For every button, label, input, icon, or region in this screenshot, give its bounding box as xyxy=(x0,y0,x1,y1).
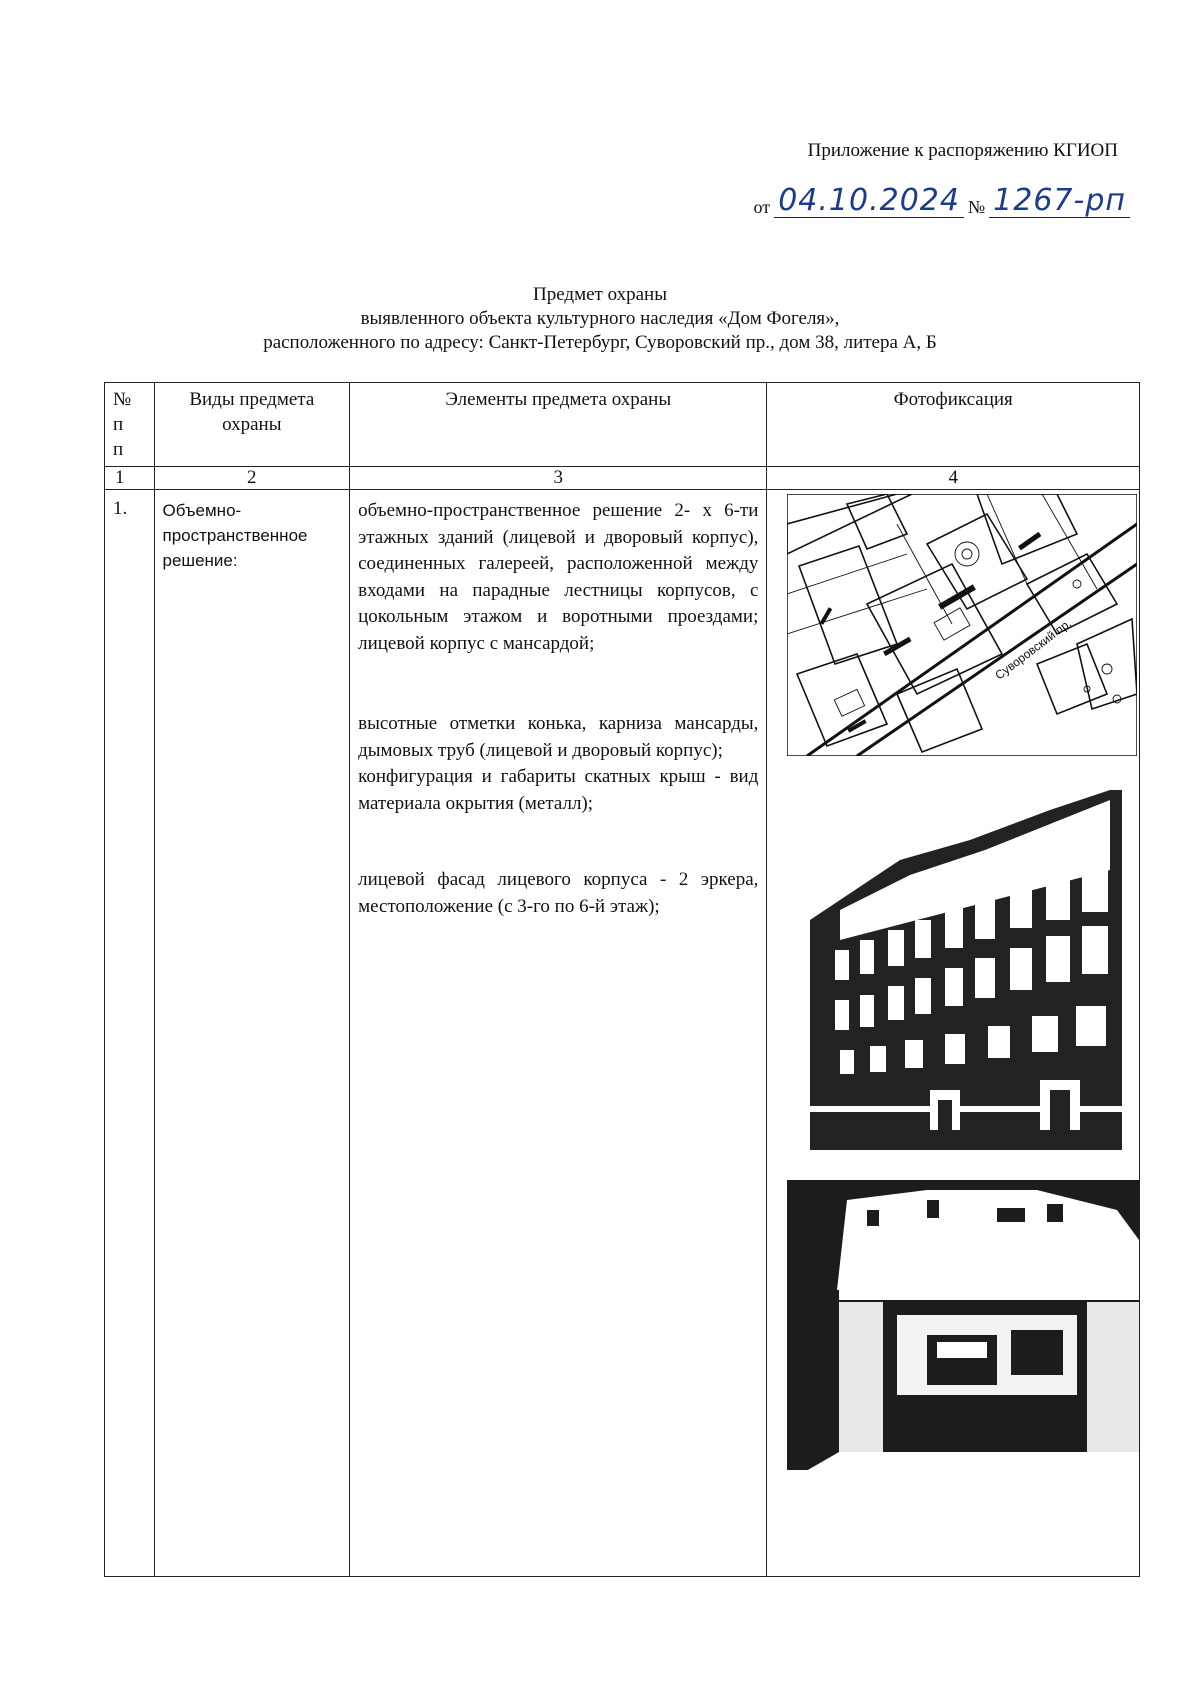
title-line-2: выявленного объекта культурного наследия «Дом Фогеля», xyxy=(360,308,840,329)
element-text: лицевой фасад лицевого корпуса - 2 эркера, местоположение (с 3-го по 6-й этаж); xyxy=(358,869,759,917)
header-photo: Фотофиксация xyxy=(767,383,1140,467)
table-row xyxy=(105,490,1140,1577)
index-cell: 3 xyxy=(350,467,767,490)
photo-cell xyxy=(767,490,1140,1577)
protection-table xyxy=(104,382,1140,1577)
element-text: высотные отметки конька, карниза мансарды, дымовых труб (лицевой и дворовый корпус); xyxy=(358,713,759,761)
map-street-label: Суворовский пр. xyxy=(992,616,1075,683)
title-line-3: расположенного по адресу: Санкт-Петербург, Суворовский пр., дом 38, литера А, Б xyxy=(263,332,937,353)
site-plan-image xyxy=(787,494,1137,756)
index-cell: 4 xyxy=(767,467,1140,490)
document-title xyxy=(0,283,1200,355)
annex-caption: Приложение к распоряжению КГИОП xyxy=(807,140,1118,161)
facade-photo xyxy=(810,790,1122,1150)
header-num: № п п xyxy=(105,383,155,467)
index-cell: 2 xyxy=(154,467,350,490)
order-number: 1267-рп xyxy=(989,186,1130,218)
courtyard-photo xyxy=(787,1180,1139,1482)
header-elements: Элементы предмета охраны xyxy=(350,383,767,467)
order-prefix: от xyxy=(753,197,771,217)
table-index-row xyxy=(105,467,1140,490)
index-cell: 1 xyxy=(105,467,155,490)
order-reference xyxy=(753,183,1130,218)
element-text: конфигурация и габариты скатных крыш - вид материала окрытия (металл); xyxy=(358,766,759,814)
row-number: 1. xyxy=(105,490,155,1577)
order-number-prefix: № xyxy=(967,197,986,217)
protection-kind: Объемно-пространственное решение: xyxy=(154,490,350,1577)
header-kind: Виды предмета охраны xyxy=(154,383,350,467)
element-text: объемно-пространственное решение 2- х 6-ти этажных зданий (лицевой и дворовый корпус), соединенных галереей, расположенной между входами на парадные лестницы корпусов, с цокольным этажом и воротными проездами; лицевой корпус с мансардой; xyxy=(358,500,759,654)
protection-elements xyxy=(350,490,767,1577)
title-line-1: Предмет охраны xyxy=(533,284,667,305)
order-date: 04.10.2024 xyxy=(774,186,964,218)
table-header-row xyxy=(105,383,1140,467)
